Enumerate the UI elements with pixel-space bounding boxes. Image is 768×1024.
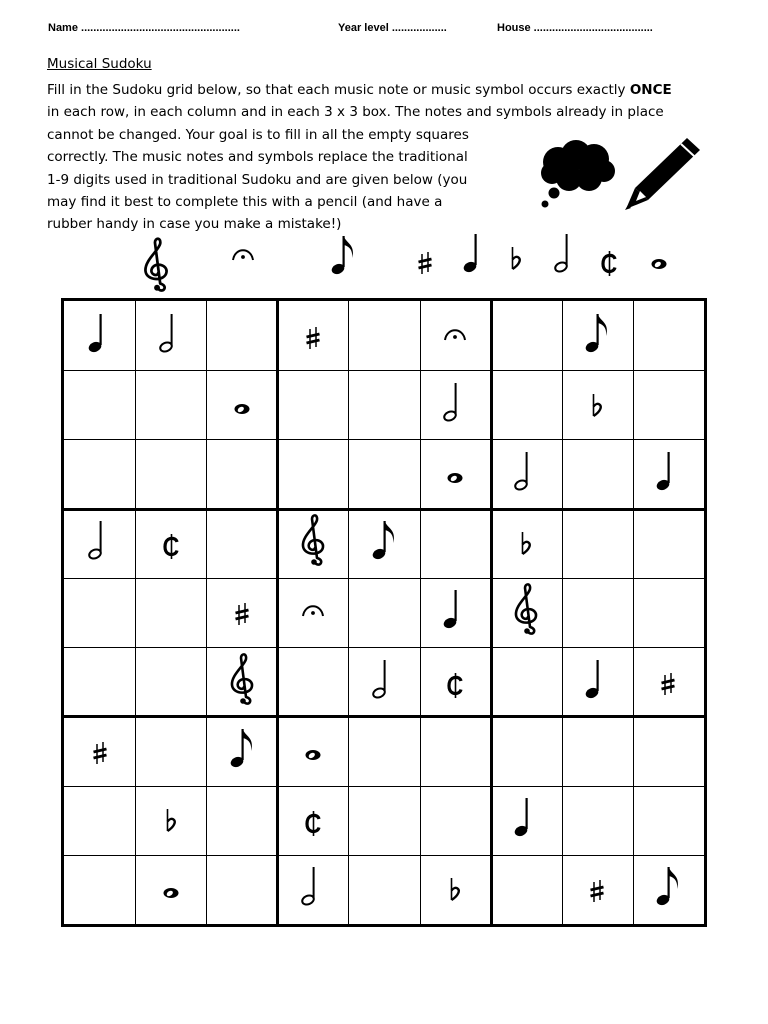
flat-icon [437, 859, 473, 913]
sudoku-cell-empty[interactable] [348, 370, 419, 439]
eighth-note-icon [579, 306, 615, 360]
sudoku-cell-empty[interactable] [64, 578, 135, 647]
fermata-icon [225, 226, 261, 280]
thought-cloud-icon [536, 140, 618, 210]
sudoku-cell-empty[interactable] [633, 786, 704, 855]
sudoku-cell-empty[interactable] [135, 439, 206, 508]
whole-note-icon [437, 444, 473, 498]
legend-treble-clef [138, 238, 174, 292]
name-field[interactable]: Name .................................................... [48, 22, 240, 34]
sudoku-cell-given [277, 578, 348, 647]
instructions-line-2: in each row, in each column and in each 3 x 3 box. The notes and symbols already in place [47, 104, 664, 121]
whole-note-icon [641, 230, 677, 284]
sudoku-cell-given [491, 439, 562, 508]
sudoku-cell-given [135, 786, 206, 855]
sudoku-cell-empty[interactable] [633, 578, 704, 647]
sudoku-cell-empty[interactable] [562, 786, 633, 855]
sudoku-cell-empty[interactable] [348, 855, 419, 924]
sharp-icon [407, 231, 443, 285]
sudoku-cell-given [135, 301, 206, 370]
sudoku-cell-empty[interactable] [633, 509, 704, 578]
cut-time-icon [153, 513, 189, 567]
sudoku-grid [61, 298, 707, 927]
sudoku-cell-empty[interactable] [348, 301, 419, 370]
sudoku-cell-given [277, 716, 348, 785]
eighth-note-icon [224, 721, 260, 775]
quarter-note-icon [650, 444, 686, 498]
sudoku-cell-empty[interactable] [206, 301, 277, 370]
sudoku-cell-given [206, 370, 277, 439]
half-note-icon [153, 306, 189, 360]
sudoku-cell-empty[interactable] [633, 716, 704, 785]
whole-note-icon [153, 859, 189, 913]
quarter-note-icon [579, 652, 615, 706]
sudoku-cell-empty[interactable] [348, 716, 419, 785]
flat-icon [153, 790, 189, 844]
once-emphasis: ONCE [629, 82, 672, 98]
sudoku-cell-empty[interactable] [491, 855, 562, 924]
cut-time-icon [295, 790, 331, 844]
half-note-icon [295, 859, 331, 913]
sudoku-cell-empty[interactable] [348, 786, 419, 855]
sudoku-cell-given [420, 855, 491, 924]
sudoku-cell-given [64, 301, 135, 370]
sudoku-cell-given [64, 716, 135, 785]
house-field[interactable]: House ....................................... [497, 22, 653, 34]
sudoku-cell-given [633, 855, 704, 924]
sudoku-cell-given [491, 786, 562, 855]
sudoku-cell-empty[interactable] [135, 716, 206, 785]
fermata-icon [437, 306, 473, 360]
sudoku-cell-given [420, 647, 491, 716]
sudoku-cell-given [206, 716, 277, 785]
sudoku-cell-empty[interactable] [206, 509, 277, 578]
sudoku-cell-given [206, 578, 277, 647]
sudoku-cell-empty[interactable] [64, 439, 135, 508]
eighth-note-icon [325, 228, 361, 282]
sudoku-cell-empty[interactable] [348, 439, 419, 508]
sudoku-cell-given [277, 509, 348, 578]
fermata-icon [295, 582, 331, 636]
legend-whole-note [641, 230, 677, 284]
sudoku-cell-empty[interactable] [206, 439, 277, 508]
sudoku-cell-empty[interactable] [491, 647, 562, 716]
sudoku-cell-empty[interactable] [633, 301, 704, 370]
sudoku-cell-given [277, 786, 348, 855]
year-level-field[interactable]: Year level .................. [338, 22, 447, 34]
sudoku-cell-given [135, 855, 206, 924]
legend-flat [498, 228, 534, 282]
sudoku-cell-given [277, 301, 348, 370]
student-details-header [48, 22, 728, 38]
sudoku-cell-empty[interactable] [420, 786, 491, 855]
sudoku-cell-empty[interactable] [135, 370, 206, 439]
sudoku-cell-empty[interactable] [420, 716, 491, 785]
instructions-line-1-text: Fill in the Sudoku grid below, so that each music note or music symbol occurs exactly [47, 82, 630, 98]
sudoku-cell-empty[interactable] [135, 578, 206, 647]
treble-clef-icon [508, 582, 544, 636]
sudoku-cell-given [420, 578, 491, 647]
legend-half-note [548, 226, 584, 280]
whole-note-icon [224, 375, 260, 429]
sudoku-cell-empty[interactable] [277, 647, 348, 716]
instructions-line-1 [47, 79, 727, 101]
sudoku-cell-given [348, 509, 419, 578]
flat-icon [579, 375, 615, 429]
half-note-icon [366, 652, 402, 706]
half-note-icon [548, 226, 584, 280]
sudoku-cell-given [348, 647, 419, 716]
sharp-icon [295, 306, 331, 360]
sudoku-cell-given [135, 509, 206, 578]
sudoku-cell-given [420, 439, 491, 508]
sudoku-cell-given [562, 370, 633, 439]
quarter-note-icon [457, 226, 493, 280]
sudoku-cell-empty[interactable] [633, 370, 704, 439]
sudoku-cell-given [420, 370, 491, 439]
legend-sharp [407, 231, 443, 285]
sudoku-cell-empty[interactable] [562, 578, 633, 647]
cut-time-icon [437, 652, 473, 706]
sudoku-cell-empty[interactable] [348, 578, 419, 647]
quarter-note-icon [82, 306, 118, 360]
sudoku-cell-empty[interactable] [64, 855, 135, 924]
legend-cut-time [591, 230, 627, 284]
half-note-icon [508, 444, 544, 498]
sudoku-cell-given [633, 439, 704, 508]
worksheet-title: Musical Sudoku [47, 56, 152, 72]
sudoku-cell-empty[interactable] [420, 509, 491, 578]
sudoku-cell-empty[interactable] [135, 647, 206, 716]
sudoku-cell-given [562, 301, 633, 370]
sudoku-cell-empty[interactable] [562, 716, 633, 785]
sudoku-cell-given [562, 647, 633, 716]
sudoku-cell-empty[interactable] [206, 786, 277, 855]
sharp-icon [579, 859, 615, 913]
sudoku-cell-given [420, 301, 491, 370]
instructions-line-5: 1-9 digits used in traditional Sudoku and are given below (you [47, 171, 468, 188]
sudoku-cell-empty[interactable] [64, 370, 135, 439]
flat-icon [508, 513, 544, 567]
sudoku-cell-given [64, 509, 135, 578]
sudoku-cell-given [633, 647, 704, 716]
sharp-icon [224, 582, 260, 636]
quarter-note-icon [508, 790, 544, 844]
flat-icon [498, 228, 534, 282]
whole-note-icon [295, 721, 331, 775]
sudoku-cell-given [562, 855, 633, 924]
sudoku-cell-empty[interactable] [491, 370, 562, 439]
sudoku-cell-given [491, 578, 562, 647]
instructions-line-3: cannot be changed. Your goal is to fill in all the empty squares [47, 126, 469, 143]
sudoku-cell-empty[interactable] [562, 439, 633, 508]
sharp-icon [82, 721, 118, 775]
half-note-icon [437, 375, 473, 429]
instructions-line-4: correctly. The music notes and symbols replace the traditional [47, 149, 468, 166]
legend-fermata [225, 226, 261, 280]
quarter-note-icon [437, 582, 473, 636]
sudoku-cell-empty[interactable] [206, 855, 277, 924]
symbol-legend [120, 236, 680, 294]
legend-eighth-note [325, 228, 361, 282]
pencil-icon [620, 132, 706, 212]
treble-clef-icon [138, 238, 174, 292]
sudoku-cell-empty[interactable] [491, 301, 562, 370]
sudoku-cell-given [277, 855, 348, 924]
sharp-icon [650, 652, 686, 706]
instructions-line-7: rubber handy in case you make a mistake!) [47, 216, 342, 233]
cut-time-icon [591, 230, 627, 284]
sudoku-cell-empty[interactable] [64, 786, 135, 855]
sudoku-cell-empty[interactable] [277, 439, 348, 508]
sudoku-cell-given [206, 647, 277, 716]
instructions-line-6: may find it best to complete this with a pencil (and have a [47, 194, 443, 211]
sudoku-cell-empty[interactable] [491, 716, 562, 785]
legend-quarter-note [457, 226, 493, 280]
treble-clef-icon [224, 652, 260, 706]
sudoku-cell-empty[interactable] [277, 370, 348, 439]
eighth-note-icon [366, 513, 402, 567]
sudoku-cell-given [491, 509, 562, 578]
treble-clef-icon [295, 513, 331, 567]
sudoku-cell-empty[interactable] [64, 647, 135, 716]
eighth-note-icon [650, 859, 686, 913]
half-note-icon [82, 513, 118, 567]
sudoku-cell-empty[interactable] [562, 509, 633, 578]
